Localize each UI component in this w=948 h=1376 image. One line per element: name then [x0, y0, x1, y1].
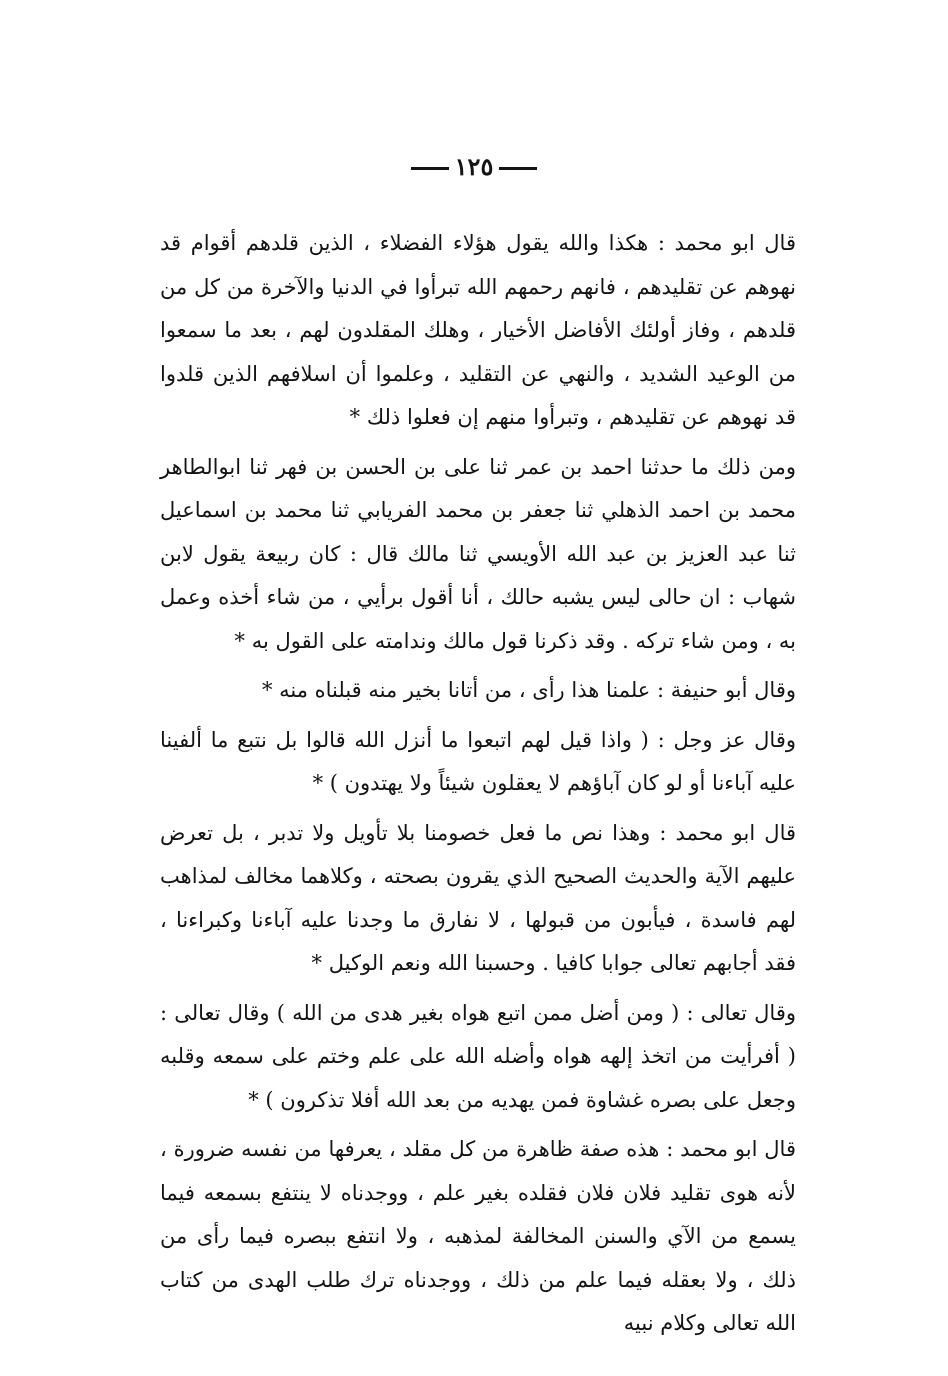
page-number-text: ١٢٥ [454, 152, 494, 181]
paragraph-7: قال ابو محمد : هذه صفة ظاهرة من كل مقلد ، يعرفها من نفسه ضرورة ، لأنه هوى تقليد فلان فلان فقلده بغير علم ، ووجدناه لا ينتفع بسمعه فيما يسمع من الآي والسنن المخالفة لمذهبه ، ولا انتفع ببصره فيما رأى من ذلك ، ولا بعقله فيما علم من ذلك ، ووجدناه ترك طلب الهدى من كتاب الله تعالى وكلام نبيه [160, 1137, 796, 1335]
body-text [160, 222, 796, 1346]
paragraph-2: ومن ذلك ما حدثنا احمد بن عمر ثنا على بن الحسن بن فهر ثنا ابوالطاهر محمد بن احمد الذهلي ثنا جعفر بن محمد الفريابي ثنا محمد بن اسماعيل ثنا عبد العزيز بن عبد الله الأويسي ثنا مالك قال : كان ربيعة يقول لابن شهاب : ان حالى ليس يشبه حالك ، أنا أقول برأيي ، من شاء أخذه وعمل به ، ومن شاء تركه . وقد ذكرنا قول مالك وندامته على القول به * [160, 454, 796, 653]
paragraph-3: وقال أبو حنيفة : علمنا هذا رأى ، من أتانا بخير منه قبلناه منه * [261, 678, 796, 702]
paragraph-6: وقال تعالى : ( ومن أضل ممن اتبع هواه بغير هدى من الله ) وقال تعالى : ( أفرأيت من اتخذ إلهه هواه وأضله الله على علم وختم على سمعه وقلبه وجعل على بصره غشاوة فمن يهديه من بعد الله أفلا تذكرون ) * [160, 1000, 796, 1112]
page-number [0, 152, 948, 181]
paragraph-1: قال ابو محمد : هكذا والله يقول هؤلاء الفضلاء ، الذين قلدهم أقوام قد نهوهم عن تقليدهم ، فانهم رحمهم الله تبرأوا في الدنيا والآخرة من كل من قلدهم ، وفاز أولئك الأفاضل الأخيار ، وهلك المقلدون لهم ، بعد ما سمعوا من الوعيد الشديد ، والنهي عن التقليد ، وعلموا أن اسلافهم الذين قلدوا قد نهوهم عن تقليدهم ، وتبرأوا منهم إن فعلوا ذلك * [160, 231, 796, 429]
paragraph-4: وقال عز وجل : ( واذا قيل لهم اتبعوا ما أنزل الله قالوا بل نتبع ما ألفينا عليه آباءنا أو لو كان آباؤهم لا يعقلون شيئاً ولا يهتدون ) * [160, 727, 796, 795]
page-number-dash-left [499, 167, 537, 170]
paragraph-5: قال ابو محمد : وهذا نص ما فعل خصومنا بلا تأويل ولا تدبر ، بل تعرض عليهم الآية والحديث الصحيح الذي يقرون بصحته ، وكلاهما مخالف لمذاهب لهم فاسدة ، فيأبون من قبولها ، لا نفارق ما وجدنا عليه آباءنا وكبراءنا ، فقد أجابهم تعالى جوابا كافيا . وحسبنا الله ونعم الوكيل * [160, 820, 796, 975]
page-number-dash-right [411, 167, 449, 170]
